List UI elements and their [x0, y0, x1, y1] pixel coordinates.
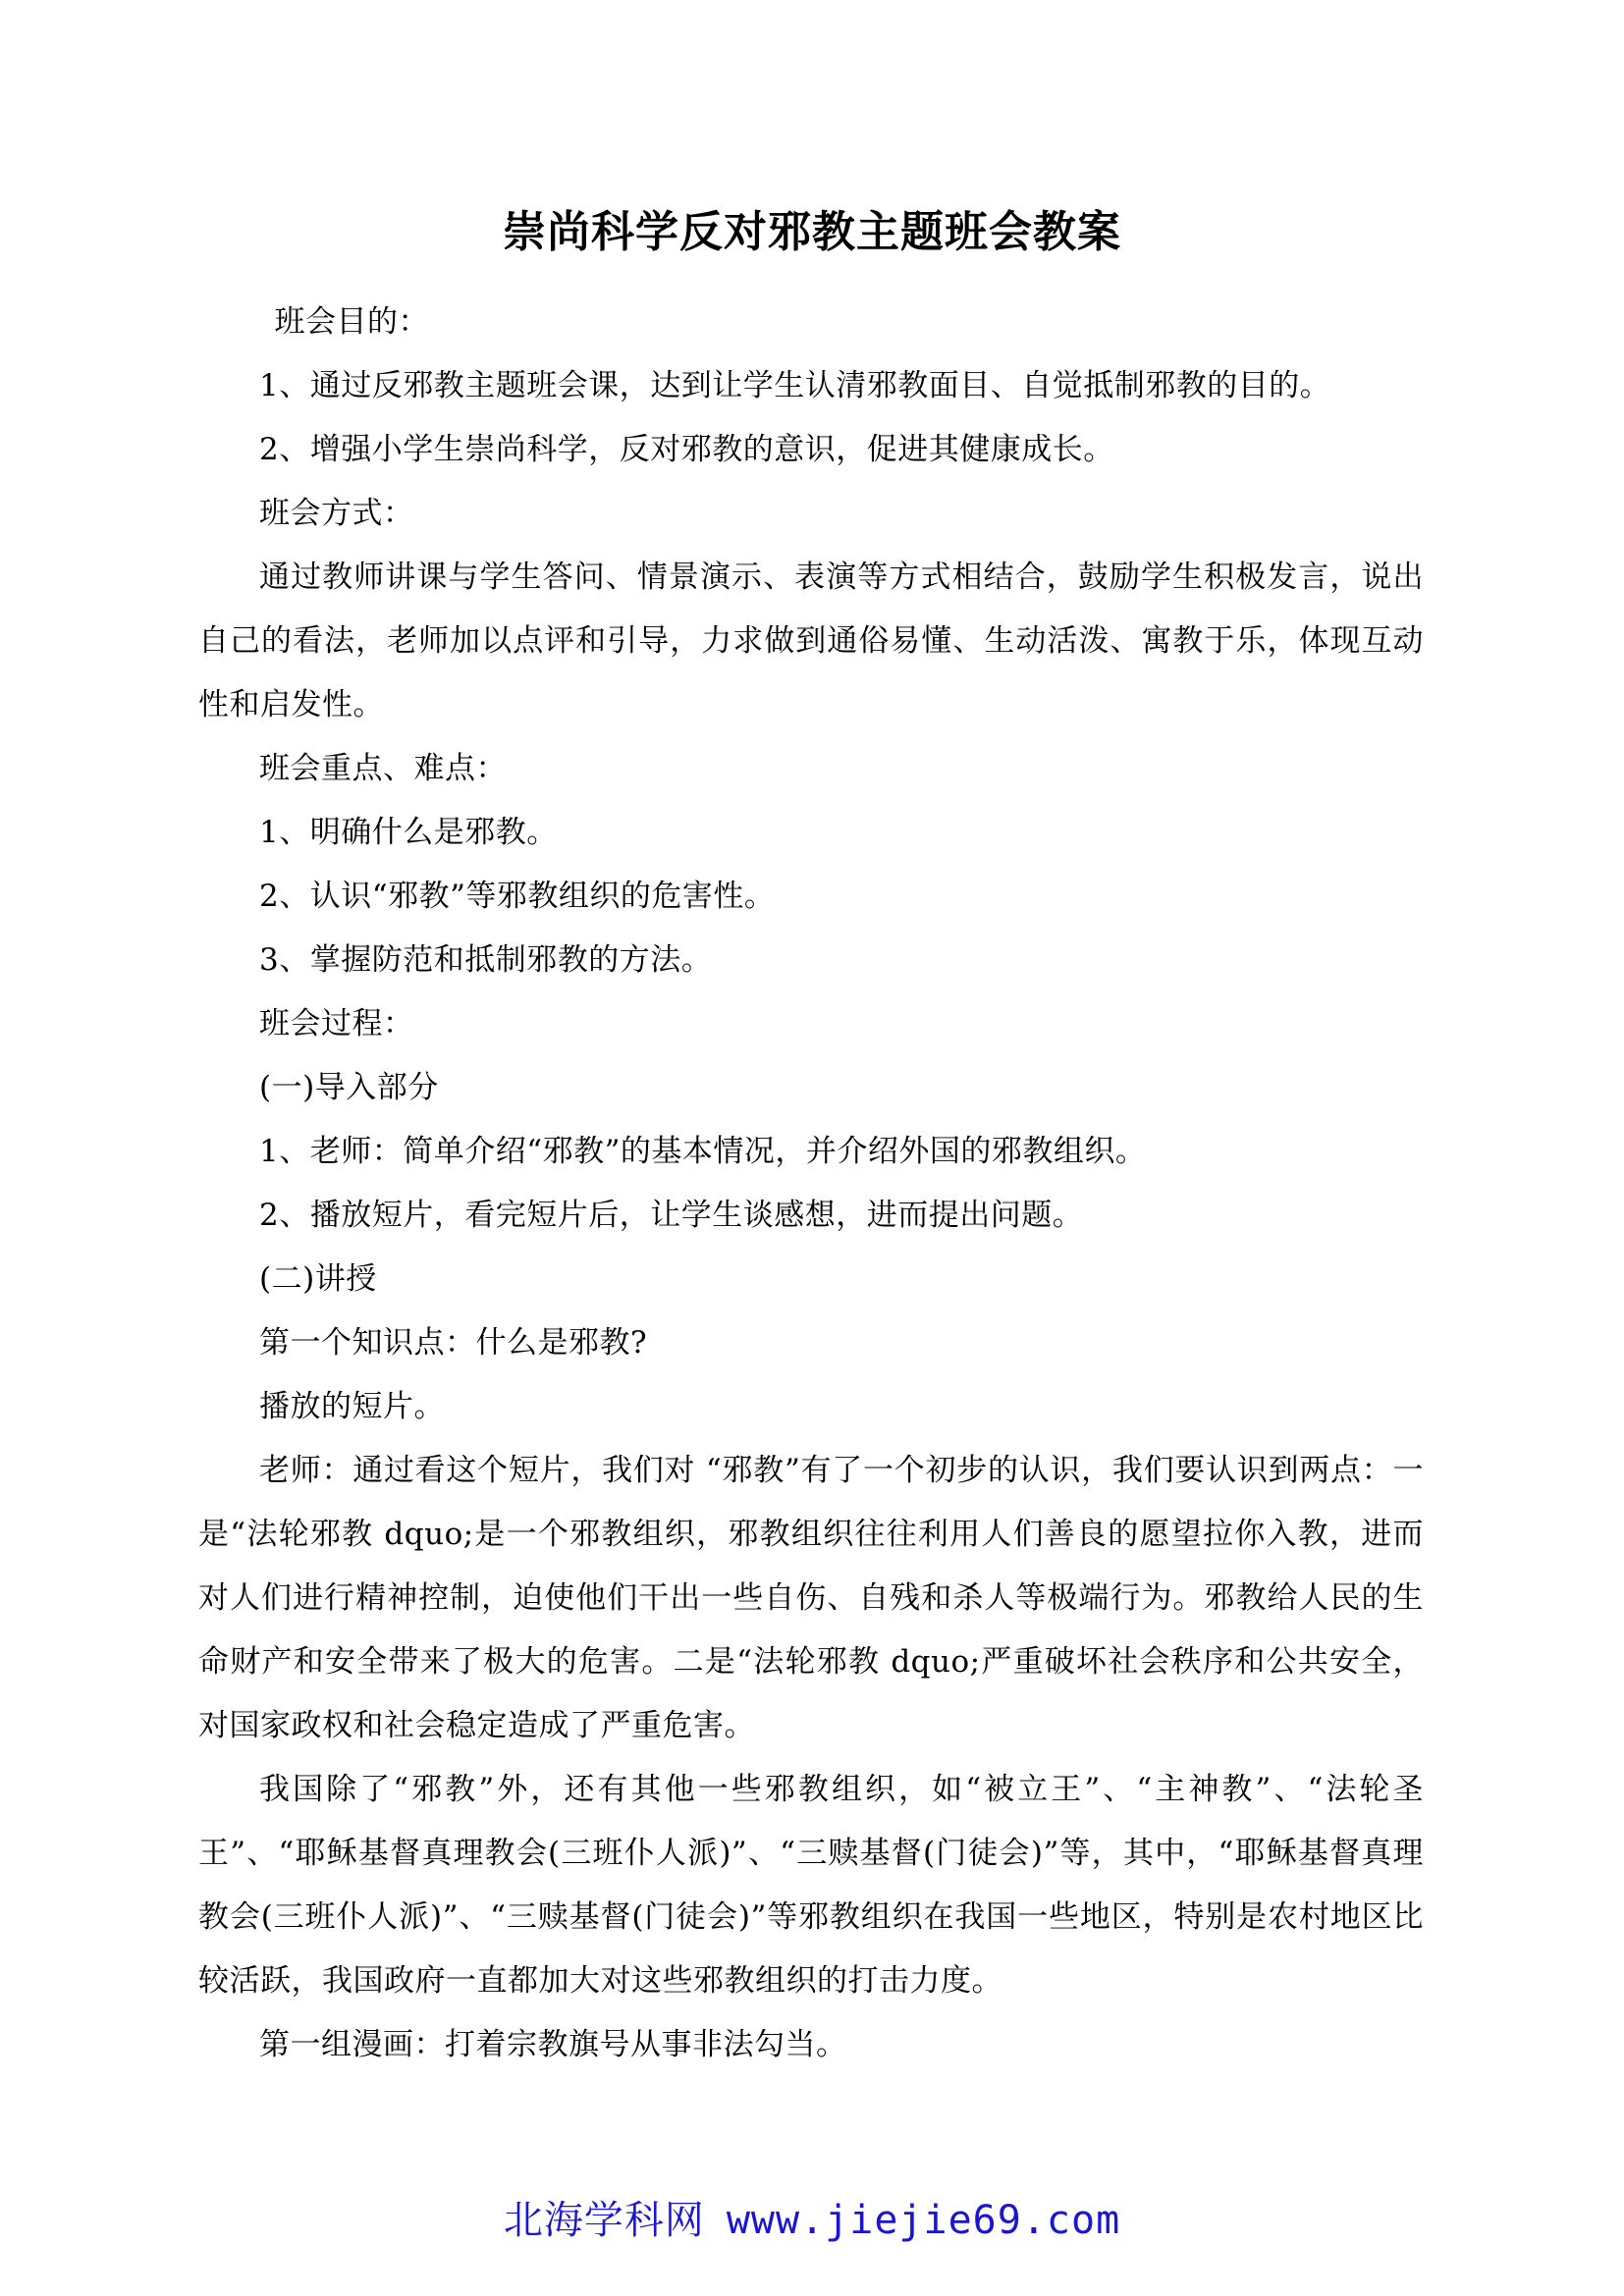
- paragraph: 班会目的：: [274, 304, 429, 340]
- page-footer: [0, 2189, 1624, 2245]
- paragraph: 老师：通过看这个短片，我们对 “邪教”有了一个初步的认识，我们要认识到两点：一是“法轮邪教 dquo;是一个邪教组织，邪教组织往往利用人们善良的愿望拉你入教，进而对人们进行精神控制，迫使他们干出一些自伤、自残和杀人等极端行为。邪教给人民的生命财产和安全带来了极大的危害。二是“法轮邪教 dquo;严重破坏社会秩序和公共安全，对国家政权和社会稳定造成了严重危害。: [198, 1453, 1424, 1743]
- paragraph: 班会方式：: [259, 496, 414, 531]
- paragraph: 班会过程：: [259, 1006, 414, 1041]
- footer-url-link[interactable]: www.jiejie69.com: [726, 2198, 1121, 2243]
- paragraph: 3、掌握防范和抵制邪教的方法。: [259, 942, 713, 978]
- paragraph: 1、通过反邪教主题班会课，达到让学生认清邪教面目、自觉抵制邪教的目的。: [259, 368, 1331, 403]
- paragraph: 我国除了“邪教”外，还有其他一些邪教组织，如“被立王”、“主神教”、“法轮圣王”、“耶稣基督真理教会(三班仆人派)”、“三赎基督(门徒会)”等，其中，“耶稣基督真理教会(三班仆人派)”、“三赎基督(门徒会)”等邪教组织在我国一些地区，特别是农村地区比较活跃，我国政府一直都加大对这些邪教组织的打击力度。: [198, 1772, 1424, 1999]
- paragraph: 通过教师讲课与学生答问、情景演示、表演等方式相结合，鼓励学生积极发言，说出自己的看法，老师加以点评和引导，力求做到通俗易懂、生动活泼、寓教于乐，体现互动性和启发性。: [198, 560, 1424, 722]
- paragraph: 第一组漫画：打着宗教旗号从事非法勾当。: [259, 2027, 847, 2062]
- paragraph: 2、播放短片，看完短片后，让学生谈感想，进而提出问题。: [259, 1198, 1084, 1233]
- paragraph: 2、增强小学生崇尚科学，反对邪教的意识，促进其健康成长。: [259, 432, 1114, 467]
- paragraph: 2、认识“邪教”等邪教组织的危害性。: [259, 879, 776, 914]
- paragraph: 班会重点、难点：: [259, 751, 507, 786]
- document-body: [198, 291, 1424, 2077]
- paragraph: 第一个知识点：什么是邪教?: [259, 1325, 648, 1361]
- paragraph: 播放的短片。: [259, 1389, 445, 1424]
- document-title: 崇尚科学反对邪教主题班会教案: [503, 207, 1121, 257]
- paragraph: 1、明确什么是邪教。: [259, 815, 558, 850]
- paragraph: (二)讲授: [259, 1261, 377, 1297]
- paragraph: 1、老师：简单介绍“邪教”的基本情况，并介绍外国的邪教组织。: [259, 1134, 1147, 1169]
- footer-site-name: 北海学科网: [503, 2198, 705, 2243]
- paragraph: (一)导入部分: [259, 1070, 439, 1105]
